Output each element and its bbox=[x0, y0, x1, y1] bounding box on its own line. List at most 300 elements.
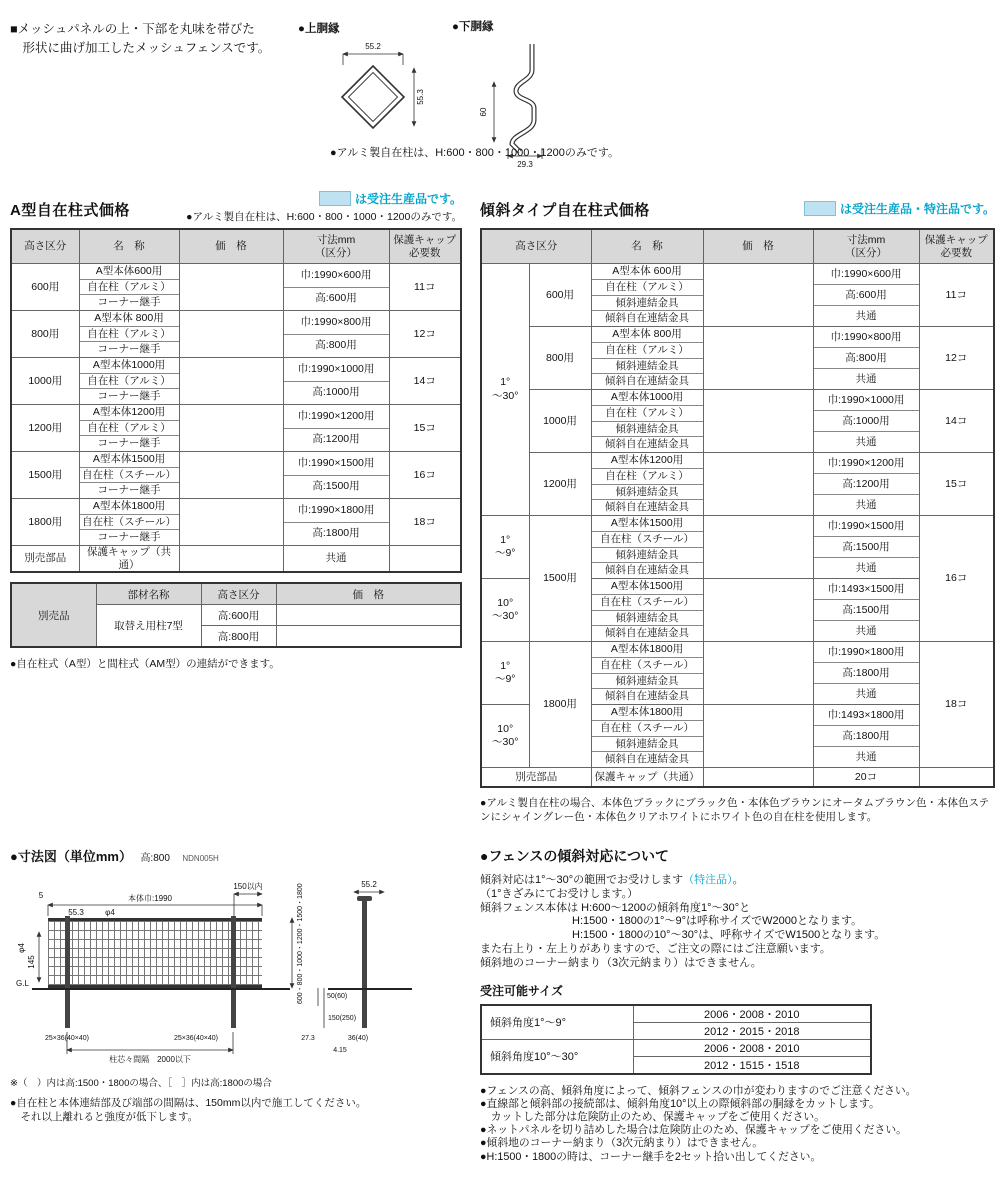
table-row bbox=[481, 390, 994, 453]
angle-line2: ～30° bbox=[492, 389, 519, 402]
caps-cell: 15コ bbox=[919, 453, 994, 516]
spare-header-row bbox=[11, 583, 461, 605]
name-cell bbox=[591, 516, 703, 579]
install-note-2: それ以上離れると強度が低下します。 bbox=[10, 1110, 199, 1123]
caps-cell bbox=[389, 546, 461, 573]
caps-cell: 14コ bbox=[389, 358, 461, 405]
price-cell bbox=[703, 453, 813, 516]
dims-cell bbox=[283, 499, 389, 546]
height-cell: 1000用 bbox=[529, 390, 591, 453]
header-caps-line1: 保護キャップ bbox=[924, 233, 988, 246]
table-row bbox=[481, 453, 994, 516]
item-name: 傾斜連結金具 bbox=[592, 737, 703, 753]
header-caps-line1: 保護キャップ bbox=[393, 233, 457, 246]
dim-common: 共通 bbox=[855, 435, 877, 448]
order-angle-cell: 傾斜角度10°～30° bbox=[481, 1039, 633, 1074]
dim-36-40: 36(40) bbox=[347, 1035, 369, 1042]
spare-header-price: 価 格 bbox=[276, 583, 461, 605]
dim-pitch553: 55.3 bbox=[68, 908, 84, 917]
dims-cell bbox=[813, 453, 919, 516]
item-name: 自在柱（アルミ） bbox=[80, 327, 179, 343]
dims-cell bbox=[813, 642, 919, 705]
lower-rail-label: ●下胴縁 bbox=[452, 21, 494, 33]
price-cell bbox=[179, 405, 283, 452]
name-cell bbox=[591, 264, 703, 327]
dimension-annotations bbox=[10, 870, 480, 1070]
price-cell bbox=[703, 516, 813, 579]
angle-line2: ～9° bbox=[494, 547, 516, 559]
item-name: A型本体1800用 bbox=[592, 705, 703, 721]
price-cell bbox=[703, 768, 813, 788]
dim-embed50: 50(60) bbox=[327, 993, 348, 1000]
price-cell bbox=[179, 264, 283, 311]
item-name: 傾斜自在連結金具 bbox=[605, 564, 689, 577]
legend bbox=[804, 200, 995, 217]
figure-title: ●寸法図（単位mm） bbox=[10, 849, 132, 864]
dim-common: 共通 bbox=[855, 750, 877, 763]
item-name: 自在柱（スチール） bbox=[592, 721, 703, 737]
item-name: A型本体 800用 bbox=[592, 327, 703, 343]
name-cell bbox=[591, 705, 703, 768]
slope-p1-pre: 傾斜対応は1°～30°の範囲でお受けします bbox=[480, 874, 684, 886]
dim-width: 巾:1990×1200用 bbox=[284, 405, 389, 429]
upper-rail-width-dim: 55.2 bbox=[365, 42, 381, 51]
item-name: 傾斜自在連結金具 bbox=[605, 501, 689, 514]
order-size-cell: 2012・1515・1518 bbox=[633, 1056, 871, 1074]
header-height: 高さ区分 bbox=[11, 229, 79, 264]
price-cell bbox=[703, 264, 813, 327]
dim-height: 高:1800用 bbox=[814, 726, 919, 747]
dim-common: 共通 bbox=[855, 372, 877, 385]
dim-width: 巾:1990×1500用 bbox=[814, 516, 919, 537]
legend-text: は受注生産品・特注品です。 bbox=[839, 202, 995, 216]
item-name: A型本体1800用 bbox=[80, 499, 179, 515]
header-caps bbox=[389, 229, 461, 264]
bracket-note: ※（ ）内は高:1500・1800の場合、［ ］内は高:1800の場合 bbox=[10, 1078, 272, 1089]
order-size-cell: 2006・2008・2010 bbox=[633, 1005, 871, 1023]
dimension-lines bbox=[343, 54, 414, 126]
bullet-note: ●ネットパネルを切り詰めした場合は危険防止のため、保護キャップをご使用ください。 bbox=[480, 1124, 907, 1137]
table-row bbox=[481, 327, 994, 390]
dims-cell bbox=[813, 579, 919, 642]
extra-count-cell: 20コ bbox=[813, 768, 919, 788]
dims-cell bbox=[283, 452, 389, 499]
item-name: A型本体 800用 bbox=[80, 311, 179, 327]
section-note: ●アルミ製自在柱は、H:600・800・1000・1200のみです。 bbox=[186, 211, 462, 223]
upper-rail-drawing bbox=[298, 38, 448, 146]
item-name: 傾斜連結金具 bbox=[592, 611, 703, 627]
angle-line1: 10° bbox=[497, 722, 514, 735]
bullet-note: カットした部分は危険防止のため、保護キャップをご使用ください。 bbox=[480, 1110, 825, 1123]
item-name: 自在柱（スチール） bbox=[80, 468, 179, 484]
dim-common: 共通 bbox=[855, 687, 877, 700]
item-name: コーナー継手 bbox=[97, 484, 161, 497]
name-cell bbox=[79, 311, 179, 358]
header-dims-line2: （区分） bbox=[845, 246, 887, 259]
price-cell bbox=[703, 390, 813, 453]
height-cell: 1000用 bbox=[11, 358, 79, 405]
header-dims-line1: 寸法mm bbox=[846, 233, 886, 246]
item-name: 自在柱（アルミ） bbox=[592, 406, 703, 422]
item-name: 傾斜連結金具 bbox=[592, 674, 703, 690]
bullet-note: ●直線部と傾斜部の接続部は、傾斜角度10°以上の際傾斜部の胴縁をカットします。 bbox=[480, 1097, 880, 1110]
name-cell bbox=[79, 358, 179, 405]
install-note-1: ●自在柱と本体連結部及び端部の間隔は、150mm以内で施工してください。 bbox=[10, 1097, 367, 1109]
dims-cell bbox=[813, 390, 919, 453]
header-price: 価 格 bbox=[703, 229, 813, 264]
angle-cell bbox=[481, 516, 529, 579]
name-cell bbox=[591, 642, 703, 705]
extra-label-cell: 別売部品 bbox=[11, 546, 79, 573]
table-row bbox=[481, 516, 994, 579]
item-name: A型本体1200用 bbox=[592, 453, 703, 469]
order-angle-cell: 傾斜角度1°～9° bbox=[481, 1005, 633, 1040]
caps-cell: 15コ bbox=[389, 405, 461, 452]
item-name: 自在柱（スチール） bbox=[592, 658, 703, 674]
order-row bbox=[481, 1039, 871, 1056]
header-caps-line2: 必要数 bbox=[940, 246, 972, 259]
height-cell: 800用 bbox=[11, 311, 79, 358]
dim-width: 巾:1990×600用 bbox=[814, 264, 919, 285]
table-row bbox=[11, 405, 461, 452]
item-name: 傾斜自在連結金具 bbox=[605, 375, 689, 388]
rail-cross-section-outer bbox=[342, 66, 404, 128]
item-name: A型本体1200用 bbox=[80, 405, 179, 421]
dim-width: 巾:1990×1800用 bbox=[284, 499, 389, 523]
caps-cell: 12コ bbox=[389, 311, 461, 358]
item-name: 自在柱（アルミ） bbox=[80, 280, 179, 296]
extra-parts-row bbox=[11, 546, 461, 573]
dim-width: 巾:1990×800用 bbox=[814, 327, 919, 348]
dim-height: 高:1200用 bbox=[814, 474, 919, 495]
legend bbox=[319, 190, 462, 207]
dim-width: 巾:1990×1000用 bbox=[814, 390, 919, 411]
extra-parts-row bbox=[481, 768, 994, 788]
table-row bbox=[11, 452, 461, 499]
header-dims bbox=[283, 229, 389, 264]
header-caps-line2: 必要数 bbox=[409, 246, 441, 259]
section-head bbox=[10, 192, 462, 228]
caps-cell: 16コ bbox=[389, 452, 461, 499]
slope-paragraph bbox=[480, 874, 995, 888]
slope-p1-accent: （特注品） bbox=[683, 874, 733, 886]
name-cell bbox=[591, 327, 703, 390]
legend-swatch bbox=[804, 201, 836, 216]
dim-273: 27.3 bbox=[301, 1035, 315, 1042]
dim-embed150: 150(250) bbox=[328, 1015, 357, 1022]
dim-offset5: 5 bbox=[38, 891, 44, 900]
caps-cell: 18コ bbox=[919, 642, 994, 768]
slope-color-footnote: ●アルミ製自在柱の場合、本体色ブラックにブラック色・本体色ブラウンにオータムブラウン色・本体色ステンにシャイングレー色・本体色クリアホワイトにホワイト色の自在柱を使用します。 bbox=[480, 797, 990, 824]
header-caps bbox=[919, 229, 994, 264]
dim-spacing: 柱芯々間隔 2000以下 bbox=[109, 1055, 191, 1064]
dims-cell bbox=[283, 405, 389, 452]
height-cell: 1500用 bbox=[11, 452, 79, 499]
dims-cell bbox=[283, 264, 389, 311]
height-cell: 1200用 bbox=[11, 405, 79, 452]
height-cell: 1800用 bbox=[529, 642, 591, 768]
rail-cross-section-inner bbox=[349, 73, 398, 122]
section-title: 傾斜タイプ自在柱式価格 bbox=[480, 202, 650, 219]
slope-paragraph: 傾斜地のコーナー納まり（3次元納まり）はできません。 bbox=[480, 956, 762, 969]
dim-heights: 600・800・1000・1200・1500・1800 bbox=[297, 883, 304, 1004]
table-row bbox=[481, 642, 994, 705]
height-cell: 600用 bbox=[529, 264, 591, 327]
dim-common: 共通 bbox=[855, 561, 877, 574]
name-cell bbox=[79, 264, 179, 311]
dim-common: 共通 bbox=[855, 624, 877, 637]
price-cell bbox=[179, 311, 283, 358]
angle-cell bbox=[481, 705, 529, 768]
upper-rail-label: ●上胴縁 bbox=[298, 23, 340, 35]
angle-cell bbox=[481, 264, 529, 516]
order-size-title: 受注可能サイズ bbox=[480, 983, 564, 998]
item-name: 傾斜連結金具 bbox=[592, 548, 703, 564]
name-cell bbox=[591, 453, 703, 516]
name-cell bbox=[79, 499, 179, 546]
slope-type-price-section bbox=[480, 196, 995, 824]
name-cell bbox=[79, 405, 179, 452]
item-name: 傾斜連結金具 bbox=[592, 359, 703, 375]
spare-parts-table bbox=[10, 582, 462, 648]
item-name: A型本体1500用 bbox=[592, 516, 703, 532]
dimension-figure-section bbox=[10, 846, 480, 1124]
spare-header-height: 高さ区分 bbox=[201, 583, 276, 605]
bullet-note: ●フェンスの高、傾斜角度によって、傾斜フェンスの巾が変わりますのでご注意ください。 bbox=[480, 1084, 917, 1097]
item-name: コーナー継手 bbox=[97, 390, 161, 403]
angle-line2: ～9° bbox=[494, 673, 516, 685]
item-name: 傾斜連結金具 bbox=[592, 485, 703, 501]
dimension-lines bbox=[39, 892, 384, 1054]
item-name: コーナー継手 bbox=[97, 437, 161, 450]
figure-code: NDN005H bbox=[182, 854, 219, 863]
figure-heading-row bbox=[10, 846, 480, 866]
dim-width: 巾:1493×1500用 bbox=[814, 579, 919, 600]
slope-p1-post: 。 bbox=[732, 874, 744, 886]
dims-cell bbox=[813, 516, 919, 579]
table-row bbox=[11, 358, 461, 405]
slope-heading: ●フェンスの傾斜対応について bbox=[480, 848, 670, 864]
intro-line-1: ■メッシュパネルの上・下部を丸味を帯びた bbox=[10, 22, 255, 36]
item-name: A型本体1800用 bbox=[592, 642, 703, 658]
dim-phi4-left: φ4 bbox=[17, 943, 26, 953]
legend-swatch bbox=[319, 191, 351, 206]
header-price: 価 格 bbox=[179, 229, 283, 264]
angle-line1: 1° bbox=[500, 659, 511, 672]
price-cell bbox=[276, 605, 461, 626]
name-cell bbox=[591, 579, 703, 642]
item-name: A型本体1500用 bbox=[80, 452, 179, 468]
dim-height: 高:1500用 bbox=[814, 600, 919, 621]
order-row bbox=[481, 1005, 871, 1023]
table-header-row bbox=[11, 229, 461, 264]
price-cell bbox=[703, 642, 813, 705]
dim-height: 高:1500用 bbox=[814, 537, 919, 558]
price-cell bbox=[703, 705, 813, 768]
price-cell bbox=[179, 452, 283, 499]
dim-height: 高:1000用 bbox=[814, 411, 919, 432]
item-name: A型本体1000用 bbox=[592, 390, 703, 406]
name-cell bbox=[79, 452, 179, 499]
dim-width: 巾:1990×600用 bbox=[284, 264, 389, 288]
price-cell bbox=[179, 499, 283, 546]
slope-paragraph: 傾斜フェンス本体は H:600～1200の傾斜角度1°～30°と bbox=[480, 901, 751, 914]
a-type-price-section bbox=[10, 192, 462, 671]
dim-width: 巾:1990×1800用 bbox=[814, 642, 919, 663]
caps-cell: 18コ bbox=[389, 499, 461, 546]
item-name: 自在柱（アルミ） bbox=[592, 469, 703, 485]
item-name: 自在柱（アルミ） bbox=[592, 343, 703, 359]
dim-width: 巾:1990×1000用 bbox=[284, 358, 389, 382]
dim-width: 巾:1493×1800用 bbox=[814, 705, 919, 726]
dim-height: 高:600用 bbox=[814, 285, 919, 306]
item-name: 傾斜自在連結金具 bbox=[605, 312, 689, 325]
item-name: 傾斜自在連結金具 bbox=[605, 438, 689, 451]
height-cell: 800用 bbox=[529, 327, 591, 390]
item-name: A型本体 600用 bbox=[592, 264, 703, 280]
price-cell bbox=[703, 327, 813, 390]
angle-cell bbox=[481, 642, 529, 705]
dimension-figure bbox=[10, 870, 480, 1070]
slope-paragraph: H:1500・1800の10°～30°は、呼称サイズでW1500となります。 bbox=[572, 929, 886, 942]
angle-line2: ～30° bbox=[492, 610, 519, 622]
price-cell bbox=[179, 546, 283, 573]
dim-width: 巾:1990×1500用 bbox=[284, 452, 389, 476]
item-name: 自在柱（スチール） bbox=[592, 595, 703, 611]
dims-cell bbox=[813, 264, 919, 327]
height-cell: 1800用 bbox=[11, 499, 79, 546]
name-cell bbox=[591, 390, 703, 453]
dim-height: 高:600用 bbox=[315, 292, 357, 305]
angle-line1: 1° bbox=[500, 376, 511, 389]
lower-rail-width-dim: 29.3 bbox=[517, 160, 533, 168]
extra-name-cell: 保護キャップ（共通） bbox=[79, 546, 179, 573]
price-cell bbox=[703, 579, 813, 642]
upper-rail-height-dim: 55.3 bbox=[416, 89, 425, 105]
item-name: 傾斜自在連結金具 bbox=[605, 753, 689, 766]
item-name: コーナー継手 bbox=[97, 296, 161, 309]
product-intro bbox=[10, 20, 270, 59]
slope-info-section bbox=[480, 846, 995, 1164]
dim-height: 高:1800用 bbox=[814, 663, 919, 684]
caps-cell: 12コ bbox=[919, 327, 994, 390]
dim-height: 高:1200用 bbox=[312, 433, 360, 446]
height-cell: 1500用 bbox=[529, 516, 591, 642]
item-name: 自在柱（スチール） bbox=[80, 515, 179, 531]
caps-cell: 16コ bbox=[919, 516, 994, 642]
table-header-row bbox=[481, 229, 994, 264]
item-name: 自在柱（スチール） bbox=[592, 532, 703, 548]
slope-paragraph: （1°きざみにてお受けします。） bbox=[480, 887, 639, 900]
slope-bullet-list bbox=[480, 1085, 995, 1164]
header-name: 名 称 bbox=[591, 229, 703, 264]
item-name: 自在柱（アルミ） bbox=[592, 280, 703, 296]
dims-cell bbox=[813, 705, 919, 768]
order-size-cell: 2012・2015・2018 bbox=[633, 1022, 871, 1039]
dim-width: 巾:1990×1200用 bbox=[814, 453, 919, 474]
extra-name-cell: 保護キャップ（共通） bbox=[591, 768, 703, 788]
bullet-note: ●傾斜地のコーナー納まり（3次元納まり）はできません。 bbox=[480, 1137, 764, 1150]
bullet-note: ●H:1500・1800の時は、コーナー継手を2セット拾い出してください。 bbox=[480, 1150, 822, 1163]
item-name: 傾斜連結金具 bbox=[592, 296, 703, 312]
header-dims bbox=[813, 229, 919, 264]
item-name: A型本体1500用 bbox=[592, 579, 703, 595]
table-row bbox=[11, 311, 461, 358]
slope-paragraph: また右上り・左上りがありますので、ご注文の際にはご注意願います。 bbox=[480, 942, 831, 955]
alumi-post-note: ●アルミ製自在柱は、H:600・800・1000・1200のみです。 bbox=[330, 147, 619, 159]
table-row bbox=[11, 499, 461, 546]
item-name: A型本体600用 bbox=[80, 264, 179, 280]
spare-height-cell: 高:600用 bbox=[201, 605, 276, 626]
dim-width: 巾:1990×800用 bbox=[284, 311, 389, 335]
item-name: コーナー継手 bbox=[97, 343, 161, 356]
item-name: 傾斜自在連結金具 bbox=[605, 690, 689, 703]
legend-text: は受注生産品です。 bbox=[354, 192, 462, 206]
dim-common: 共通 bbox=[855, 498, 877, 511]
upper-rail-diagram bbox=[298, 20, 458, 151]
table-row bbox=[481, 264, 994, 327]
header-name: 名 称 bbox=[79, 229, 179, 264]
height-cell: 1200用 bbox=[529, 453, 591, 516]
item-name: コーナー継手 bbox=[97, 531, 161, 544]
dim-phi4-top: φ4 bbox=[105, 908, 115, 917]
caps-cell: 14コ bbox=[919, 390, 994, 453]
angle-cell bbox=[481, 579, 529, 642]
a-type-footnote: ●自在柱式（A型）と間柱式（AM型）の連結ができます。 bbox=[10, 658, 280, 671]
dims-cell bbox=[283, 311, 389, 358]
slope-paragraph: H:1500・1800の1°～9°は呼称サイズでW2000となります。 bbox=[572, 915, 863, 928]
caps-cell: 11コ bbox=[919, 264, 994, 327]
item-name: 自在柱（アルミ） bbox=[80, 374, 179, 390]
a-type-price-table bbox=[10, 228, 462, 573]
table-row bbox=[11, 264, 461, 311]
item-name: 傾斜自在連結金具 bbox=[605, 627, 689, 640]
spare-part-cell: 取替え用柱7型 bbox=[96, 605, 201, 648]
price-cell bbox=[276, 626, 461, 648]
order-size-cell: 2006・2008・2010 bbox=[633, 1039, 871, 1056]
dim-height: 高:800用 bbox=[315, 339, 357, 352]
dim-within150: 150以内 bbox=[233, 882, 263, 891]
extra-label-cell: 別売部品 bbox=[481, 768, 591, 788]
spare-header-part: 部材名称 bbox=[96, 583, 201, 605]
section-title: A型自在柱式価格 bbox=[10, 202, 130, 219]
item-name: 傾斜連結金具 bbox=[592, 422, 703, 438]
dim-post-b: 25×36(40×40) bbox=[174, 1035, 218, 1042]
dim-body-width: 本体巾:1990 bbox=[127, 894, 173, 903]
angle-line2: ～30° bbox=[492, 736, 519, 748]
dim-height: 高:1500用 bbox=[312, 480, 360, 493]
figure-height-ref: 高:800 bbox=[140, 853, 170, 864]
spare-label-cell: 別売品 bbox=[11, 583, 96, 647]
spare-height-cell: 高:800用 bbox=[201, 626, 276, 648]
dim-post-a: 25×36(40×40) bbox=[45, 1035, 89, 1042]
dims-cell bbox=[813, 327, 919, 390]
dim-552: 55.2 bbox=[361, 880, 377, 889]
header-height: 高さ区分 bbox=[481, 229, 591, 264]
section-head bbox=[480, 196, 995, 228]
caps-cell bbox=[919, 768, 994, 788]
dim-415: 4.15 bbox=[333, 1047, 347, 1054]
order-size-table bbox=[480, 1004, 872, 1075]
price-cell bbox=[179, 358, 283, 405]
header-dims-line2: （区分） bbox=[315, 246, 357, 259]
item-name: A型本体1000用 bbox=[80, 358, 179, 374]
intro-line-2: 形状に曲げ加工したメッシュフェンスです。 bbox=[10, 41, 271, 56]
slope-price-table bbox=[480, 228, 995, 788]
dim-height: 高:1800用 bbox=[312, 527, 360, 540]
angle-line1: 1° bbox=[500, 533, 511, 546]
lower-rail-height-dim: 60 bbox=[479, 107, 488, 117]
